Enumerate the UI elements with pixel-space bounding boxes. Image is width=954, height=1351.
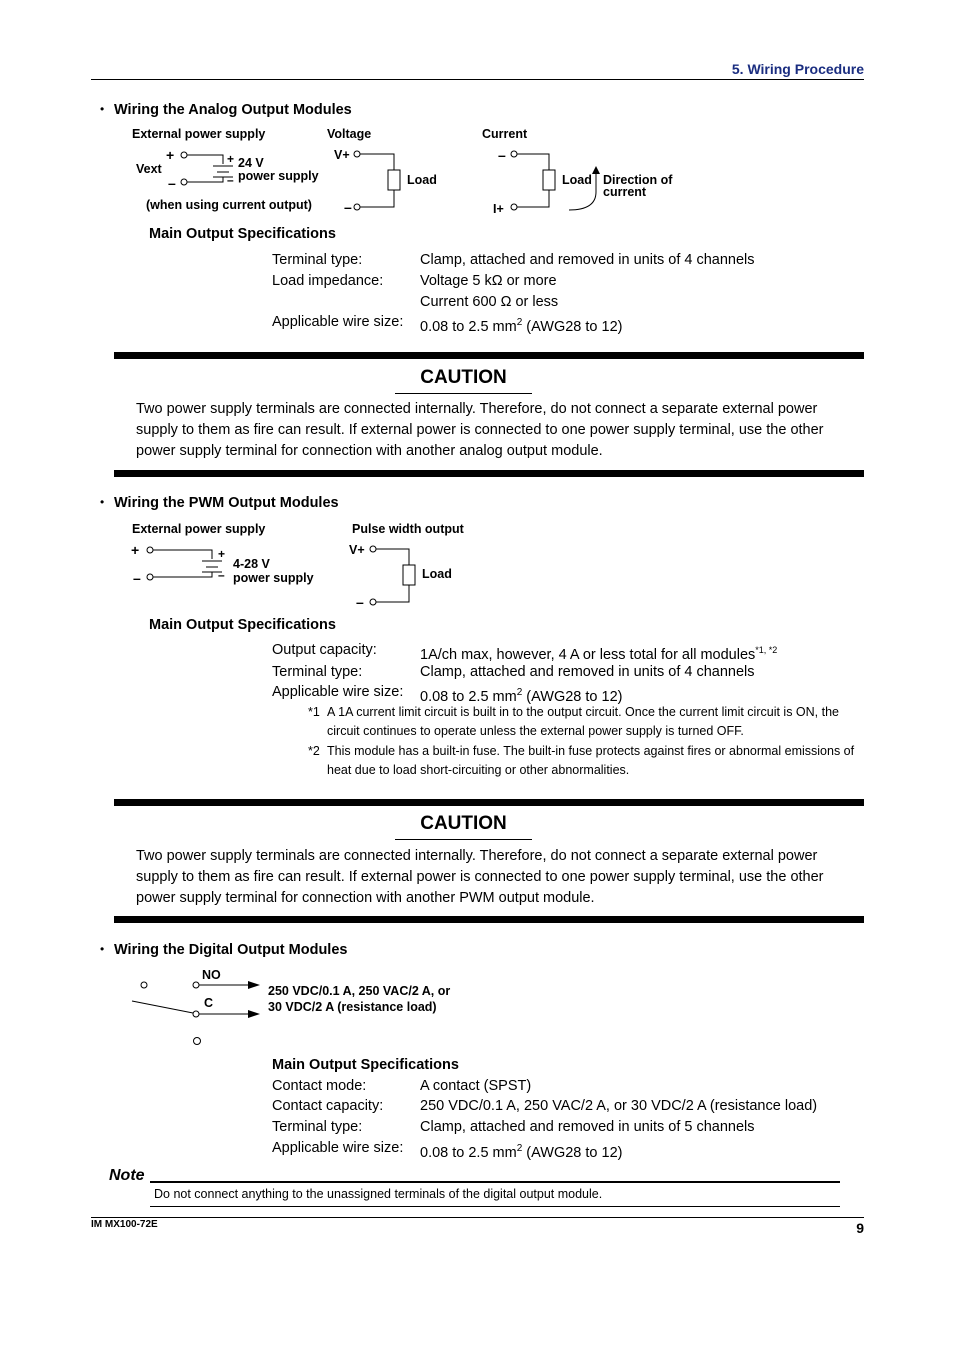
spec-key: Load impedance:	[272, 273, 384, 289]
contact-rating-label-2: 30 VDC/2 A (resistance load)	[268, 1000, 437, 1014]
spec-key: Contact capacity:	[272, 1098, 384, 1114]
spec-value: Clamp, attached and removed in units of 4 channels	[420, 664, 755, 680]
v-plus-label: V+	[334, 148, 350, 162]
spec-value: A contact (SPST)	[420, 1078, 532, 1094]
caution-bar-bottom	[114, 916, 864, 923]
spec-value	[420, 1138, 622, 1164]
analog-heading-text: Wiring the Analog Output Modules	[114, 102, 352, 118]
contact-rating-label: 250 VDC/0.1 A, 250 VAC/2 A, or	[268, 984, 451, 998]
spec-value-tail: (AWG28 to 12)	[522, 1144, 623, 1161]
digital-heading-text: Wiring the Digital Output Modules	[114, 942, 348, 958]
note-rule-bottom	[150, 1206, 840, 1207]
caution-bar-top	[114, 352, 864, 359]
pwm-heading-text: Wiring the PWM Output Modules	[114, 495, 339, 511]
spec-row	[272, 292, 832, 313]
no-terminal-label: NO	[202, 968, 221, 982]
analog-specs	[272, 250, 832, 334]
plus-sign: +	[166, 147, 175, 163]
load-label: Load	[422, 567, 452, 581]
caution-title: CAUTION	[395, 366, 532, 394]
minus-sign: –	[168, 175, 176, 191]
power-supply-label: power supply	[238, 169, 319, 183]
minus-sign: –	[498, 147, 506, 163]
voltage-24v-label: 24 V	[238, 156, 264, 170]
battery-minus: –	[218, 568, 225, 582]
ext-power-label: External power supply	[132, 522, 266, 536]
c-terminal-label: C	[204, 996, 214, 1010]
document-id: IM MX100-72E	[91, 1219, 158, 1230]
pwm-specs-title: Main Output Specifications	[149, 617, 336, 633]
footnote-mark: *1	[308, 705, 320, 719]
analog-section-heading	[100, 102, 352, 118]
caution-bar-bottom	[114, 470, 864, 477]
spec-key: Applicable wire size:	[272, 684, 404, 700]
spec-value-main: 1A/ch max, however, 4 A or less total for all modules	[420, 646, 756, 663]
note-label: Note	[109, 1167, 145, 1184]
caution-bar-top	[114, 799, 864, 806]
spec-row	[272, 312, 832, 333]
spec-row	[272, 1138, 832, 1159]
ext-power-label: External power supply	[132, 127, 266, 141]
caution-title: CAUTION	[395, 812, 532, 840]
spec-key: Applicable wire size:	[272, 1140, 404, 1156]
pwm-section-heading	[100, 495, 339, 511]
spec-value: 250 VDC/0.1 A, 250 VAC/2 A, or 30 VDC/2 A (resistance load)	[420, 1098, 818, 1114]
spec-row	[272, 640, 852, 661]
battery-plus: +	[227, 152, 235, 166]
vext-label: Vext	[136, 162, 162, 176]
spec-value-main: 0.08 to 2.5 mm	[420, 318, 517, 335]
spec-row	[272, 250, 832, 271]
spec-row	[272, 662, 852, 683]
section-header: 5. Wiring Procedure	[731, 61, 864, 77]
voltage-label: Voltage	[327, 127, 372, 141]
superscript: 2	[516, 687, 523, 698]
plus-sign: +	[131, 542, 140, 558]
current-label: Current	[482, 127, 528, 141]
footnote-text: This module has a built-in fuse. The built-in fuse protects against fires or abnormal emissions of heat due to load short-circuiting or other abnormalities.	[327, 744, 855, 777]
digital-specs-title: Main Output Specifications	[272, 1057, 459, 1073]
bullet: •	[100, 495, 105, 509]
pulse-width-label: Pulse width output	[352, 522, 464, 536]
battery-plus: +	[218, 547, 226, 561]
power-supply-label: power supply	[233, 571, 314, 585]
spec-row	[272, 1117, 832, 1138]
superscript: 2	[516, 317, 523, 328]
spec-key: Terminal type:	[272, 252, 363, 268]
voltage-range-label: 4-28 V	[233, 557, 270, 571]
spec-row	[272, 1096, 832, 1117]
footnote	[308, 703, 858, 741]
digital-section-heading	[100, 942, 348, 958]
spec-key: Applicable wire size:	[272, 314, 404, 330]
spec-value-main: 0.08 to 2.5 mm	[420, 1144, 517, 1161]
spec-key: Contact mode:	[272, 1078, 367, 1094]
pwm-wiring-diagram	[120, 517, 520, 612]
superscript: 2	[516, 1143, 523, 1154]
direction-label-2: current	[603, 185, 647, 199]
spec-value: Clamp, attached and removed in units of 5 channels	[420, 1119, 755, 1135]
digital-specs	[272, 1076, 832, 1160]
caution-text: Two power supply terminals are connected internally. Therefore, do not connect a separate external power supply to them as fire can result. If external power is connected to one power supply terminal, use the other power supply terminal for connection with another analog output module.	[136, 401, 824, 459]
digital-wiring-diagram	[120, 963, 480, 1053]
page-number: 9	[856, 1220, 864, 1236]
analog-specs-title: Main Output Specifications	[149, 226, 336, 242]
pwm-specs	[272, 640, 852, 703]
spec-key: Terminal type:	[272, 664, 363, 680]
superscript: *1, *2	[755, 645, 778, 655]
spec-value-tail: (AWG28 to 12)	[522, 688, 623, 705]
footer-rule	[91, 1217, 864, 1218]
bullet: •	[100, 102, 105, 116]
current-output-note: (when using current output)	[146, 198, 312, 212]
spec-row	[272, 271, 832, 292]
spec-value: Clamp, attached and removed in units of 4 channels	[420, 252, 755, 268]
direction-label: Direction of	[603, 173, 673, 187]
caution-text: Two power supply terminals are connected internally. Therefore, do not connect a separate external power supply to them as fire can result. If external power is connected to one power supply terminal, use the other power supply terminal for connection with another PWM output module.	[136, 848, 824, 906]
load-label: Load	[407, 173, 437, 187]
spec-row	[272, 1076, 832, 1097]
bullet: •	[100, 942, 105, 956]
spec-value: Voltage 5 kΩ or more	[420, 273, 557, 289]
header-rule	[91, 79, 864, 80]
spec-value-tail: (AWG28 to 12)	[522, 318, 623, 335]
footnote	[308, 742, 858, 780]
spec-value: Current 600 Ω or less	[420, 294, 559, 310]
analog-wiring-diagram	[120, 122, 700, 222]
minus-sign: –	[133, 570, 141, 586]
spec-key: Terminal type:	[272, 1119, 363, 1135]
spec-key: Output capacity:	[272, 642, 377, 658]
i-plus-label: I+	[493, 202, 504, 216]
spec-row	[272, 682, 852, 703]
v-plus-label: V+	[349, 543, 365, 557]
note-text: Do not connect anything to the unassigned terminals of the digital output module.	[154, 1187, 603, 1201]
battery-minus: –	[227, 173, 234, 187]
spec-value-main: 0.08 to 2.5 mm	[420, 688, 517, 705]
footnote-mark: *2	[308, 744, 320, 758]
footnote-text: A 1A current limit circuit is built in to the output circuit. Once the current limit circuit is ON, the circuit continues to operate unless the external power supply is turned OFF.	[327, 705, 839, 738]
minus-sign: –	[344, 199, 352, 215]
note-rule-top	[150, 1181, 840, 1183]
minus-sign: –	[356, 594, 364, 610]
spec-value	[420, 312, 622, 338]
load-label: Load	[562, 173, 592, 187]
